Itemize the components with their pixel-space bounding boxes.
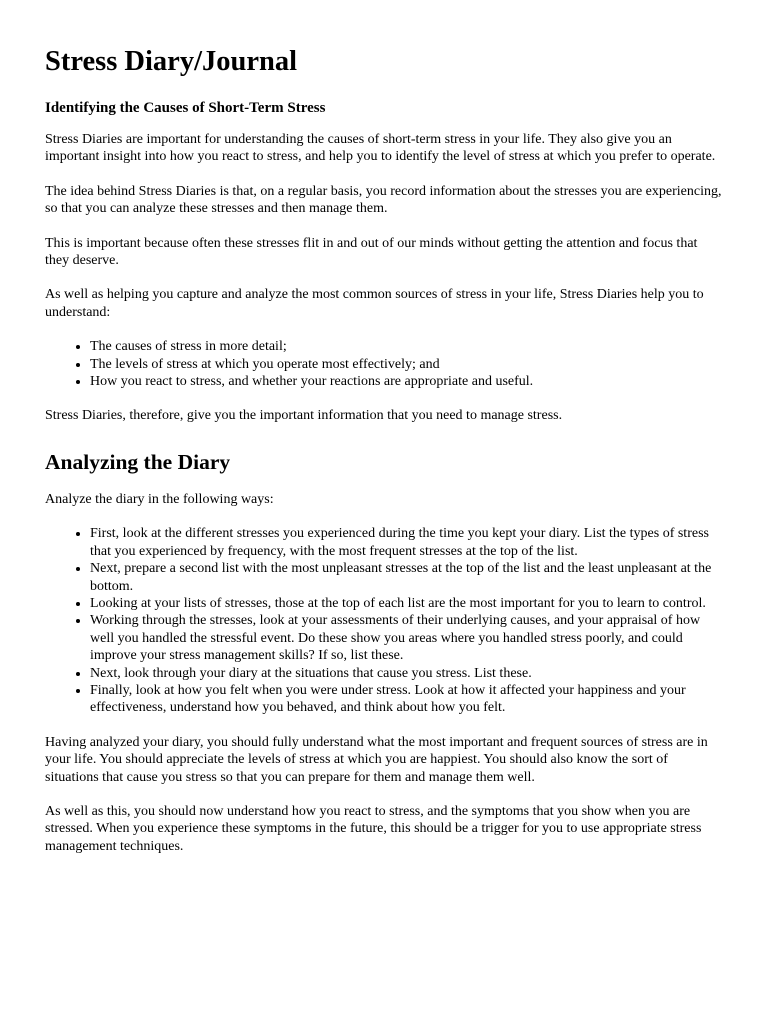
analyzing-lead: Analyze the diary in the following ways: [45,491,274,507]
list-item: • Next, prepare a second list with the most unpleasant stresses at the top of the list and the least unpleasant at the bottom. [90,560,725,595]
understand-list [45,338,725,390]
intro-paragraph-2: The idea behind Stress Diaries is that, on a regular basis, you record information about the stresses you are experiencing, so that you can analyze these stresses and then manage them. [45,183,722,217]
list-item: • First, look at the different stresses you experienced during the time you kept your diary. List the types of stress that you experienced by frequency, with the most frequent stresses at the top of the list. [90,525,725,560]
intro-conclusion: Stress Diaries, therefore, give you the important information that you need to manage stress. [45,408,563,424]
document-page [45,44,725,872]
list-item: • Finally, look at how you felt when you were under stress. Look at how it affected your happiness and your effectiveness, understand how you behaved, and think about how you felt. [90,682,725,717]
list-item: • The levels of stress at which you operate most effectively; and [90,356,725,373]
list-item: • How you react to stress, and whether your reactions are appropriate and useful. [90,373,725,390]
list-item: • Working through the stresses, look at your assessments of their underlying causes, and your appraisal of how well you handled the stressful event. Do these show you areas where you handled stress poorly, and could improve your stress management skills? If so, list these. [90,612,725,664]
list-item: • The causes of stress in more detail; [90,338,725,355]
intro-paragraph-4: As well as helping you capture and analyze the most common sources of stress in your life, Stress Diaries help you to understand: [45,287,704,320]
intro-paragraph-1: Stress Diaries are important for understanding the causes of short-term stress in your life. They also give you an important insight into how you react to stress, and help you to identify the level of stress at which you prefer to operate. [45,132,716,165]
list-item: • Looking at your lists of stresses, those at the top of each list are the most important for you to learn to control. [90,595,725,612]
analyzing-heading: Analyzing the Diary [45,449,231,474]
document-title: Stress Diary/Journal [45,46,298,77]
list-item: • Next, look through your diary at the situations that cause you stress. List these. [90,665,725,682]
closing-paragraph-1: Having analyzed your diary, you should fully understand what the most important and frequent sources of stress are in your life. You should appreciate the levels of stress at which you are happiest. You should also know the sort of situations that cause you stress so that you can prepare for them and manage them well. [45,734,708,785]
closing-paragraph-2: As well as this, you should now understand how you react to stress, and the symptoms that you show when you are stressed. When you experience these symptoms in the future, this should be a trigger for you to use appropriate stress management techniques. [45,803,702,854]
intro-paragraph-3: This is important because often these stresses flit in and out of our minds without getting the attention and focus that they deserve. [45,235,698,269]
analysis-steps-list [45,525,725,716]
section-subtitle: Identifying the Causes of Short-Term Stress [45,100,326,116]
